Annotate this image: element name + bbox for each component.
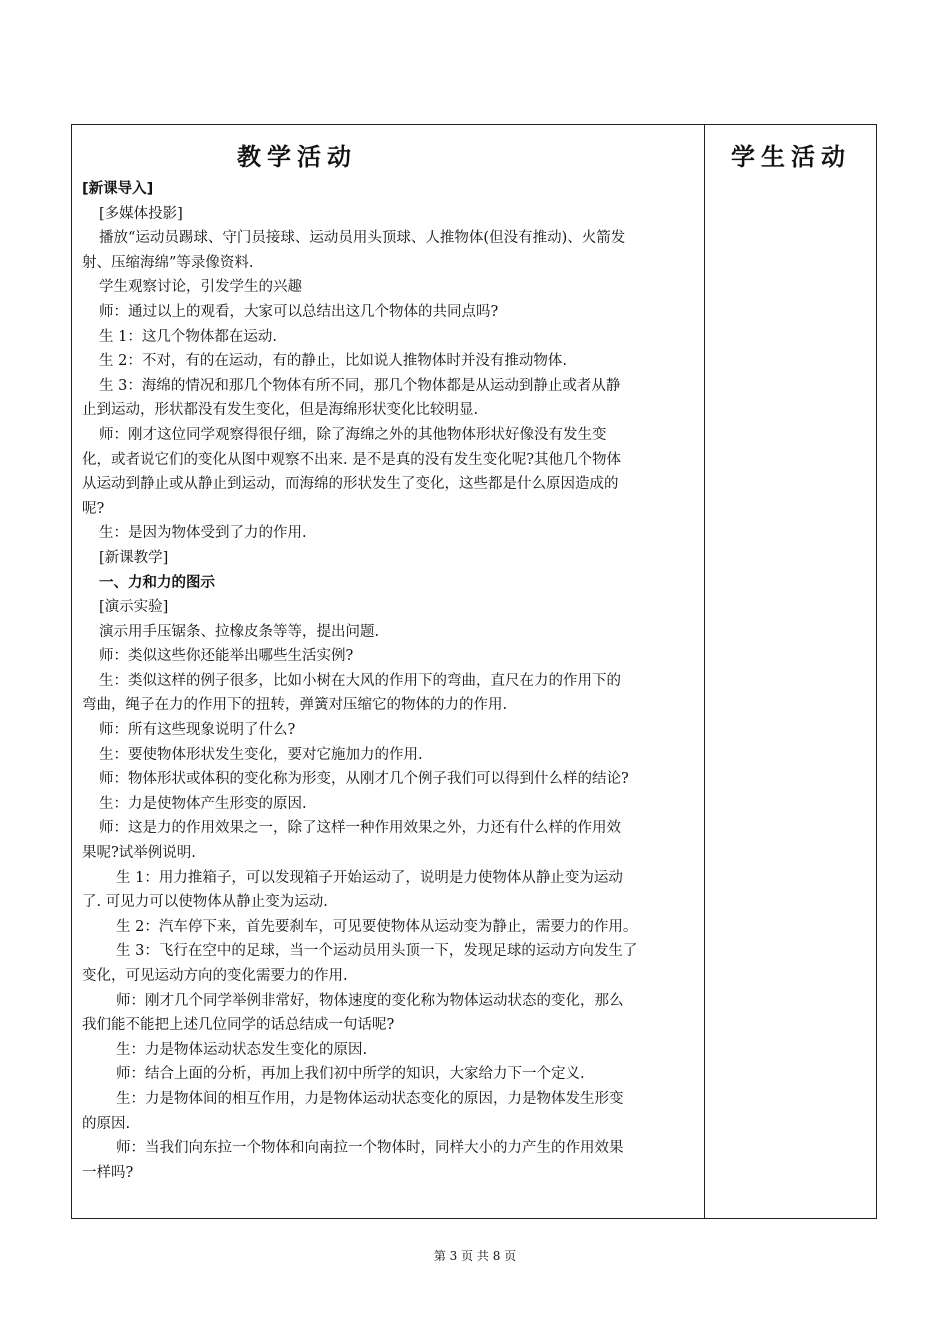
- text-line: 生 1：用力推箱子，可以发现箱子开始运动了，说明是力使物体从静止变为运动: [116, 869, 623, 886]
- text-line: 止到运动，形状都没有发生变化，但是海绵形状变化比较明显.: [82, 402, 479, 419]
- text-line: [新课教学]: [99, 549, 169, 566]
- text-line: [多媒体投影]: [99, 205, 183, 222]
- text-line: 生：力是使物体产生形变的原因.: [99, 795, 307, 812]
- text-line: 生 3：飞行在空中的足球，当一个运动员用头顶一下，发现足球的运动方向发生了: [116, 943, 638, 960]
- text-line: 师：这是力的作用效果之一，除了这样一种作用效果之外，力还有什么样的作用效: [99, 820, 621, 837]
- text-line: 师：类似这些你还能举出哪些生活实例?: [99, 648, 354, 665]
- text-line: 了. 可见力可以使物体从静止变为运动.: [82, 894, 328, 911]
- text-line: 我们能不能把上述几位同学的话总结成一句话呢?: [82, 1017, 395, 1034]
- text-line: 一、力和力的图示: [99, 574, 215, 591]
- text-line: 一样吗?: [82, 1164, 134, 1181]
- student-activity-header: 学生活动: [731, 143, 851, 171]
- text-line: 变化，可见运动方向的变化需要力的作用.: [82, 968, 348, 984]
- text-line: 的原因.: [82, 1115, 131, 1132]
- text-line: 生：力是物体运动状态发生变化的原因.: [116, 1041, 368, 1058]
- text-line: 生 2：不对，有的在运动，有的静止，比如说人推物体时并没有推动物体.: [99, 353, 567, 370]
- text-line: 化，或者说它们的变化从图中观察不出来. 是不是真的没有发生变化呢?其他几个物体: [82, 451, 621, 468]
- text-line: 弯曲，绳子在力的作用下的扭转，弹簧对压缩它的物体的力的作用.: [82, 697, 508, 714]
- text-line: [演示实验]: [99, 599, 169, 616]
- text-line: 演示用手压锯条、拉橡皮条等等，提出问题.: [99, 623, 380, 640]
- teaching-activity-column: [72, 125, 704, 1218]
- text-line: 学生观察讨论，引发学生的兴趣: [99, 279, 302, 296]
- text-line: 生 1：这几个物体都在运动.: [99, 328, 277, 345]
- text-line: 师：通过以上的观看，大家可以总结出这几个物体的共同点吗?: [99, 303, 499, 320]
- teaching-activity-header: 教学活动: [237, 143, 357, 171]
- page-footer: 第 3 页 共 8 页: [433, 1249, 517, 1263]
- text-line: 呢?: [82, 500, 105, 517]
- text-line: 射、压缩海绵”等录像资料.: [82, 254, 254, 271]
- text-line: 生 3：海绵的情况和那几个物体有所不同，那几个物体都是从运动到静止或者从静: [99, 377, 621, 394]
- text-line: 师：刚才这位同学观察得很仔细，除了海绵之外的其他物体形状好像没有发生变: [99, 426, 607, 443]
- text-line: 果呢?试举例说明.: [82, 845, 196, 862]
- text-line: 生：要使物体形状发生变化，要对它施加力的作用.: [99, 746, 423, 763]
- text-line: 生 2：汽车停下来，首先要刹车，可见要使物体从运动变为静止，需要力的作用。: [116, 918, 638, 935]
- text-line: [新课导入]: [82, 181, 154, 197]
- text-line: 师：结合上面的分析，再加上我们初中所学的知识，大家给力下一个定义.: [116, 1066, 585, 1083]
- student-activity-column: [705, 125, 876, 1218]
- text-line: 师：刚才几个同学举例非常好，物体速度的变化称为物体运动状态的变化，那么: [116, 992, 624, 1009]
- text-line: 生：是因为物体受到了力的作用.: [99, 525, 307, 542]
- lesson-table: [71, 124, 877, 1219]
- text-line: 生：力是物体间的相互作用，力是物体运动状态变化的原因，力是物体发生形变: [116, 1090, 624, 1107]
- text-line: 师：当我们向东拉一个物体和向南拉一个物体时，同样大小的力产生的作用效果: [116, 1140, 624, 1157]
- text-line: 师：所有这些现象说明了什么?: [99, 722, 296, 739]
- text-line: 播放“运动员踢球、守门员接球、运动员用头顶球、人推物体(但没有推动)、火箭发: [99, 230, 626, 247]
- text-line: 师：物体形状或体积的变化称为形变，从刚才几个例子我们可以得到什么样的结论?: [99, 771, 629, 788]
- teaching-activity-content: [82, 177, 698, 1185]
- text-line: 生：类似这样的例子很多，比如小树在大风的作用下的弯曲，直尺在力的作用下的: [99, 672, 621, 689]
- text-line: 从运动到静止或从静止到运动，而海绵的形状发生了变化，这些都是什么原因造成的: [82, 476, 619, 493]
